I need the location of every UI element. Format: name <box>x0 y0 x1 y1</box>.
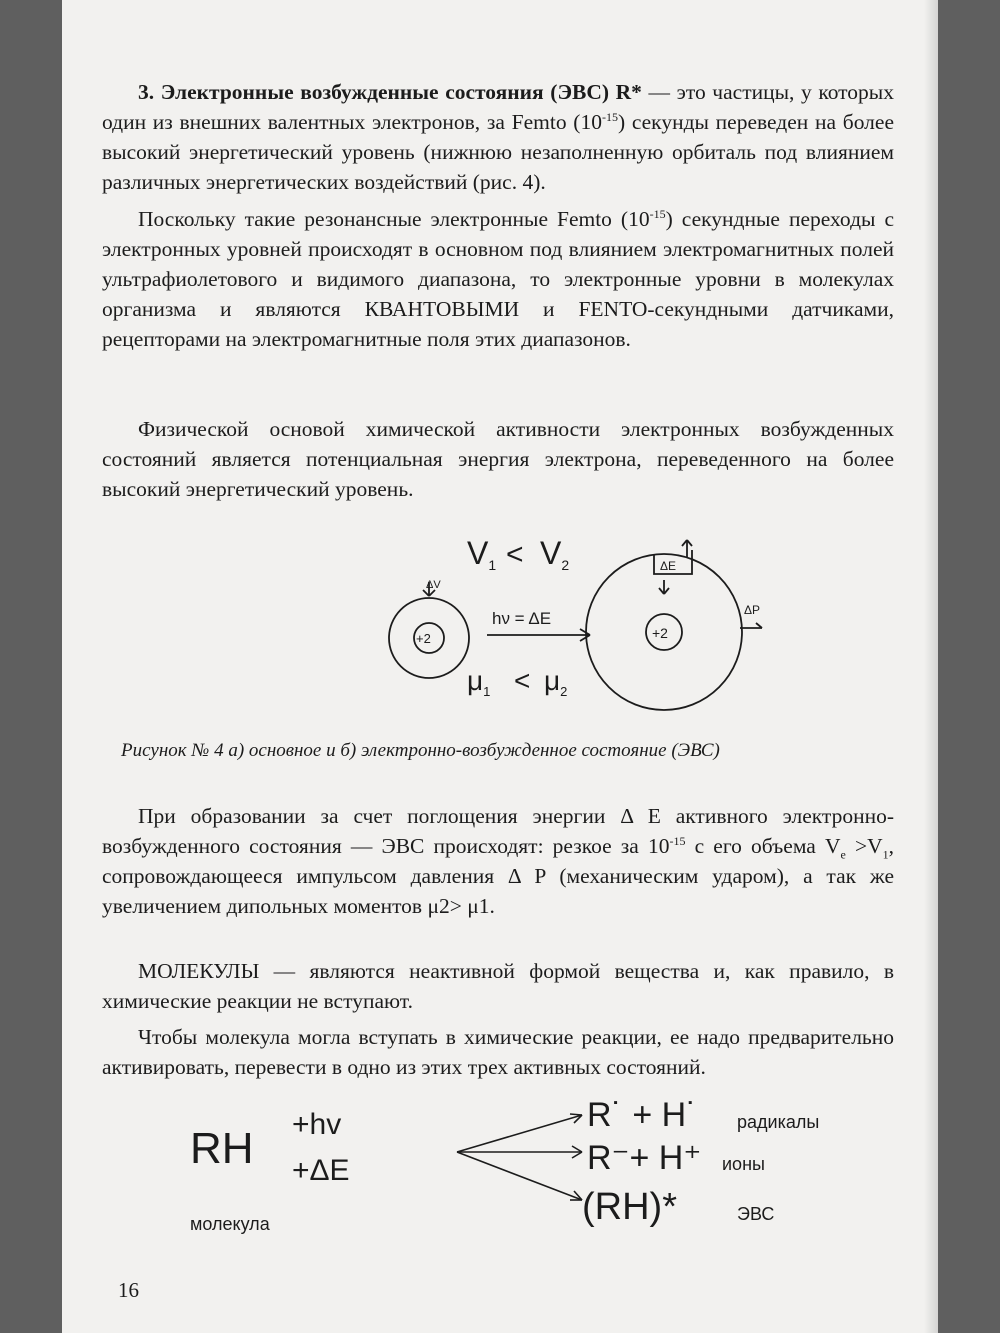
page-edge-shadow <box>924 0 938 1333</box>
paragraph-transitions: Поскольку такие резонансные электронные Femto $(10^{-15})$ секундные переходы с электронных уровней происходят в основном под влиянием электромагнитных полей ультрафиолетового и видимого диапазона, то электронные уровни в молекулах организма и являются КВАНТОВЫМИ и FENTO-секундными датчиками, рецепторами на электромагнитные поля этих диапазонов. <box>102 206 894 351</box>
ebs-label: ЭВС <box>737 1204 775 1224</box>
product-ions: R⁻+ H⁺ <box>587 1139 702 1177</box>
activation-equation <box>182 1090 882 1260</box>
figure-caption: Рисунок № 4 а) основное и б) электронно-возбужденное состояние (ЭВС) <box>121 740 720 761</box>
hv-equals-delta-e: hν = ΔE <box>492 609 552 628</box>
ions-label: ионы <box>722 1154 765 1174</box>
volume-less-than: < <box>506 538 524 571</box>
mu1-label: $\mu_1$ <box>467 665 491 699</box>
book-page <box>62 0 938 1333</box>
delta-p-label: ΔP <box>744 603 761 617</box>
dipole-less-than: < <box>514 665 531 696</box>
paragraph-chemical-activity: Физической основой химической активности электронных возбужденных состояний является потенциальная энергия электрона, переведенного на более высокий энергетический уровень. <box>102 417 894 501</box>
nucleus-charge-right: +2 <box>652 625 668 641</box>
reactant-rh: RH <box>190 1124 254 1173</box>
section-heading: 3. Электронные возбужденные состояния (ЭВС) R* <box>138 80 642 104</box>
product-radicals: R˙ + H˙ <box>587 1096 698 1134</box>
delta-e-label: ΔE <box>660 559 677 573</box>
paragraph-definition: 3. Электронные возбужденные состояния (ЭВС) R* — это частицы, у которых один из внешних валентных электронов, за Femto $(10^{-15})$ секунды переведен на более высокий энергетический уровень (нижнюю незаполненную орбиталь под влиянием различных энергетических воздействий (рис. 4). <box>102 80 894 194</box>
paragraph-activation: Чтобы молекула могла вступать в химические реакции, ее надо предварительно активировать, перевести в одно из этих трех активных состояний. <box>102 1025 894 1079</box>
v1-label: V1 <box>467 535 497 573</box>
energy-hv: +hv <box>292 1108 342 1141</box>
energy-delta-e: +ΔE <box>292 1154 350 1187</box>
delta-v-label: ΔV <box>426 579 441 591</box>
product-excited-state: (RH)* <box>582 1186 677 1228</box>
mu2-label: $\mu_2$ <box>544 665 568 699</box>
v2-label: V2 <box>540 535 570 573</box>
nucleus-charge-left: +2 <box>416 631 431 646</box>
molecule-label: молекула <box>190 1214 270 1234</box>
paragraph-ebs-formation: При образовании за счет поглощения энергии Δ E активного электронно-возбужденного состояния — ЭВС происходят: резкое за $10^{-15}$ с его объема $V_e >V_1$, сопровождающееся импульсом давления Δ P (механическим ударом), а так же увеличением дипольных моментов μ2> μ1. <box>102 804 894 918</box>
paragraph-molecules: МОЛЕКУЛЫ — являются неактивной формой вещества и, как правило, в химические реакции не вступают. <box>102 959 894 1013</box>
figure-4-diagram <box>292 530 761 730</box>
page-number: 16 <box>118 1278 139 1302</box>
radicals-label: радикалы <box>737 1112 820 1132</box>
